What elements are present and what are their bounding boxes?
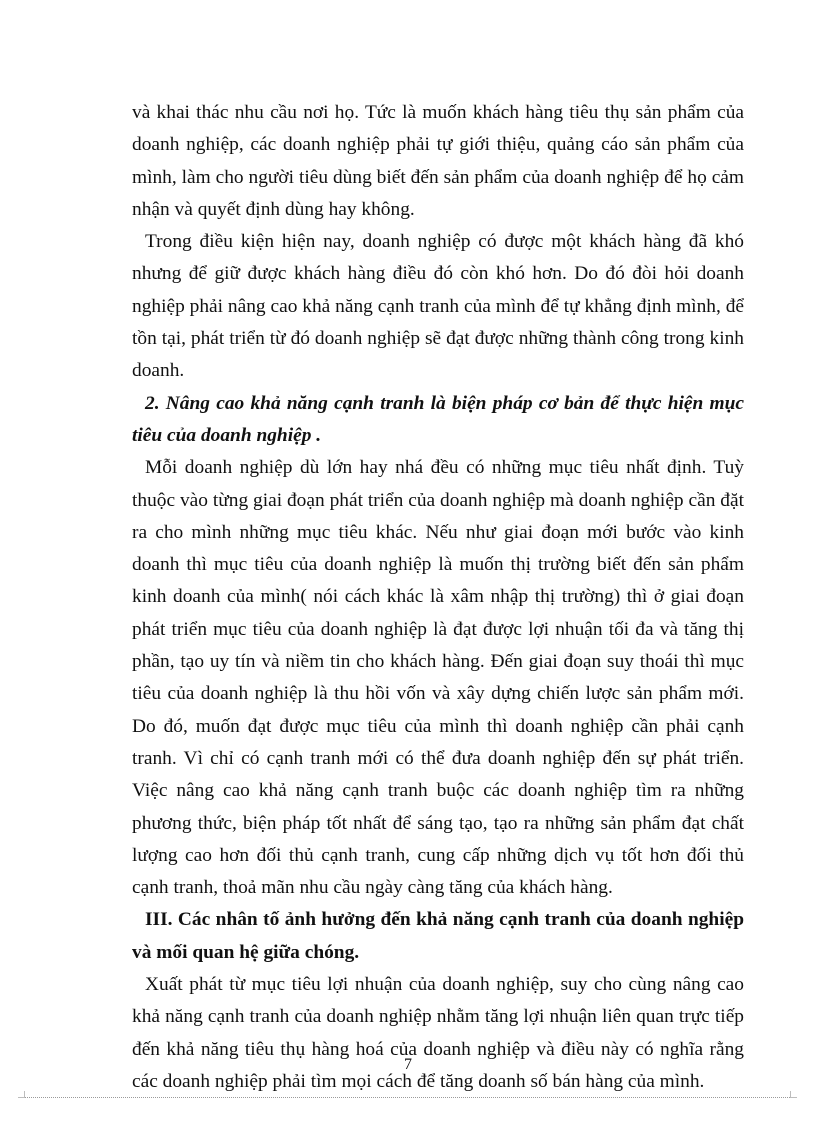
page-number: 7 — [404, 1056, 412, 1073]
paragraph-continuation: và khai thác nhu cầu nơi họ. Tức là muốn khách hàng tiêu thụ sản phẩm của doanh nghiệp, các doanh nghiệp phải tự giới thiệu, quảng cáo sản phẩm của mình, làm cho người tiêu dùng biết đến sản phẩm của doanh nghiệp để họ cảm nhận và quyết định dùng hay không. — [132, 102, 744, 220]
paragraph-profit-objective: Xuất phát từ mục tiêu lợi nhuận của doanh nghiệp, suy cho cùng nâng cao khả năng cạnh tranh của doanh nghiệp nhằm tăng lợi nhuận liên quan trực tiếp đến khả năng tiêu thụ hàng hoá của doanh nghiệp và điều này có nghĩa rằng các doanh nghiệp phải tìm mọi cách để tăng doanh số bán hàng của mình. — [132, 974, 744, 1092]
paragraph-business-goals: Mỗi doanh nghiệp dù lớn hay nhá đều có những mục tiêu nhất định. Tuỳ thuộc vào từng giai đoạn phát triển của doanh nghiệp mà doanh nghiệp cần đặt ra cho mình những mục tiêu khác. Nếu như giai đoạn mới bước vào kinh doanh thì mục tiêu của doanh nghiệp là muốn thị trường biết đến sản phẩm kinh doanh của mình( nói cách khác là xâm nhập thị trường) thì ở giai đoạn phát triển mục tiêu của doanh nghiệp là đạt được lợi nhuận tối đa và tăng thị phần, tạo uy tín và niềm tin cho khách hàng. Đến giai đoạn suy thoái thì mục tiêu của doanh nghiệp là thu hồi vốn và xây dựng chiến lược sản phẩm mới. Do đó, muốn đạt được mục tiêu của mình thì doanh nghiệp cần phải cạnh tranh. Vì chỉ có cạnh tranh mới có thể đưa doanh nghiệp đến sự phát triển. Việc nâng cao khả năng cạnh tranh buộc các doanh nghiệp tìm ra những phương thức, biện pháp tốt nhất để sáng tạo, tạo ra những sản phẩm đạt chất lượng cao hơn đối thủ cạnh tranh, cung cấp những dịch vụ tốt hơn đối thủ cạnh tranh, thoả mãn nhu cầu ngày càng tăng của khách hàng. — [132, 457, 744, 899]
section-heading-2: 2. Nâng cao khả năng cạnh tranh là biện pháp cơ bản để thực hiện mục tiêu của doanh nghiệp . — [132, 392, 744, 446]
crop-mark-left — [18, 1091, 25, 1098]
paragraph-retaining-customers: Trong điều kiện hiện nay, doanh nghiệp có được một khách hàng đã khó nhưng để giữ được khách hàng điều đó còn khó hơn. Do đó đòi hỏi doanh nghiệp phải nâng cao khả năng cạnh tranh của mình để tự khẳng định mình, để tồn tại, phát triển từ đó doanh nghiệp sẽ đạt được những thành công trong kinh doanh. — [132, 231, 744, 382]
crop-mark-right — [790, 1091, 797, 1098]
page-bottom-dotted-rule — [24, 1097, 792, 1098]
page-body — [132, 97, 744, 1098]
section-heading-3: III. Các nhân tố ảnh hưởng đến khả năng cạnh tranh của doanh nghiệp và mối quan hệ giữa chóng. — [132, 909, 744, 963]
